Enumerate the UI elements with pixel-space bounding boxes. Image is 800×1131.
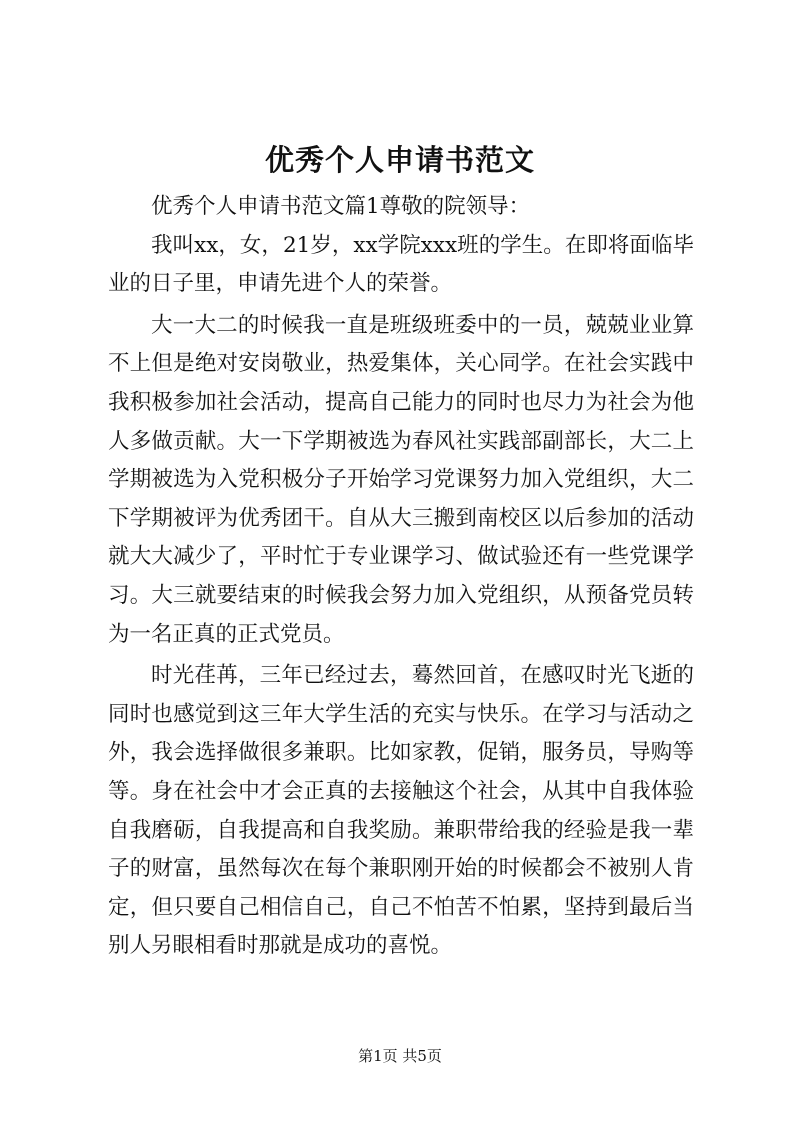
document-body (108, 188, 694, 966)
paragraph-reflection: 时光荏苒，三年已经过去，蓦然回首，在感叹时光飞逝的同时也感觉到这三年大学生活的充实与快乐。在学习与活动之外，我会选择做很多兼职。比如家教，促销，服务员，导购等等。身在社会中才会正真的去接触这个社会，从其中自我体验自我磨砺，自我提高和自我奖励。兼职带给我的经验是我一辈子的财富，虽然每次在每个兼职刚开始的时候都会不被别人肯定，但只要自己相信自己，自己不怕苦不怕累，坚持到最后当别人另眼相看时那就是成功的喜悦。 (108, 663, 694, 959)
paragraph-salutation: 优秀个人申请书范文篇1尊敬的院领导： (151, 194, 531, 219)
document-title: 优秀个人申请书范文 (264, 143, 535, 177)
paragraph-experience: 大一大二的时候我一直是班级班委中的一员，兢兢业业算不上但是绝对安岗敬业，热爱集体，关心同学。在社会实践中我积极参加社会活动，提高自己能力的同时也尽力为社会为他人多做贡献。大一下学期被选为春风社实践部副部长，大二上学期被选为入党积极分子开始学习党课努力加入党组织，大二下学期被评为优秀团干。自从大三搬到南校区以后参加的活动就大大减少了，平时忙于专业课学习、做试验还有一些党课学习。大三就要结束的时候我会努力加入党组织，从预备党员转为一名正真的正式党员。 (108, 312, 694, 647)
paragraph-introduction: 我叫xx，女，21岁，xx学院xxx班的学生。在即将面临毕业的日子里，申请先进个人的荣誉。 (108, 232, 694, 297)
page-number-footer: 第1页 共5页 (358, 1047, 442, 1065)
